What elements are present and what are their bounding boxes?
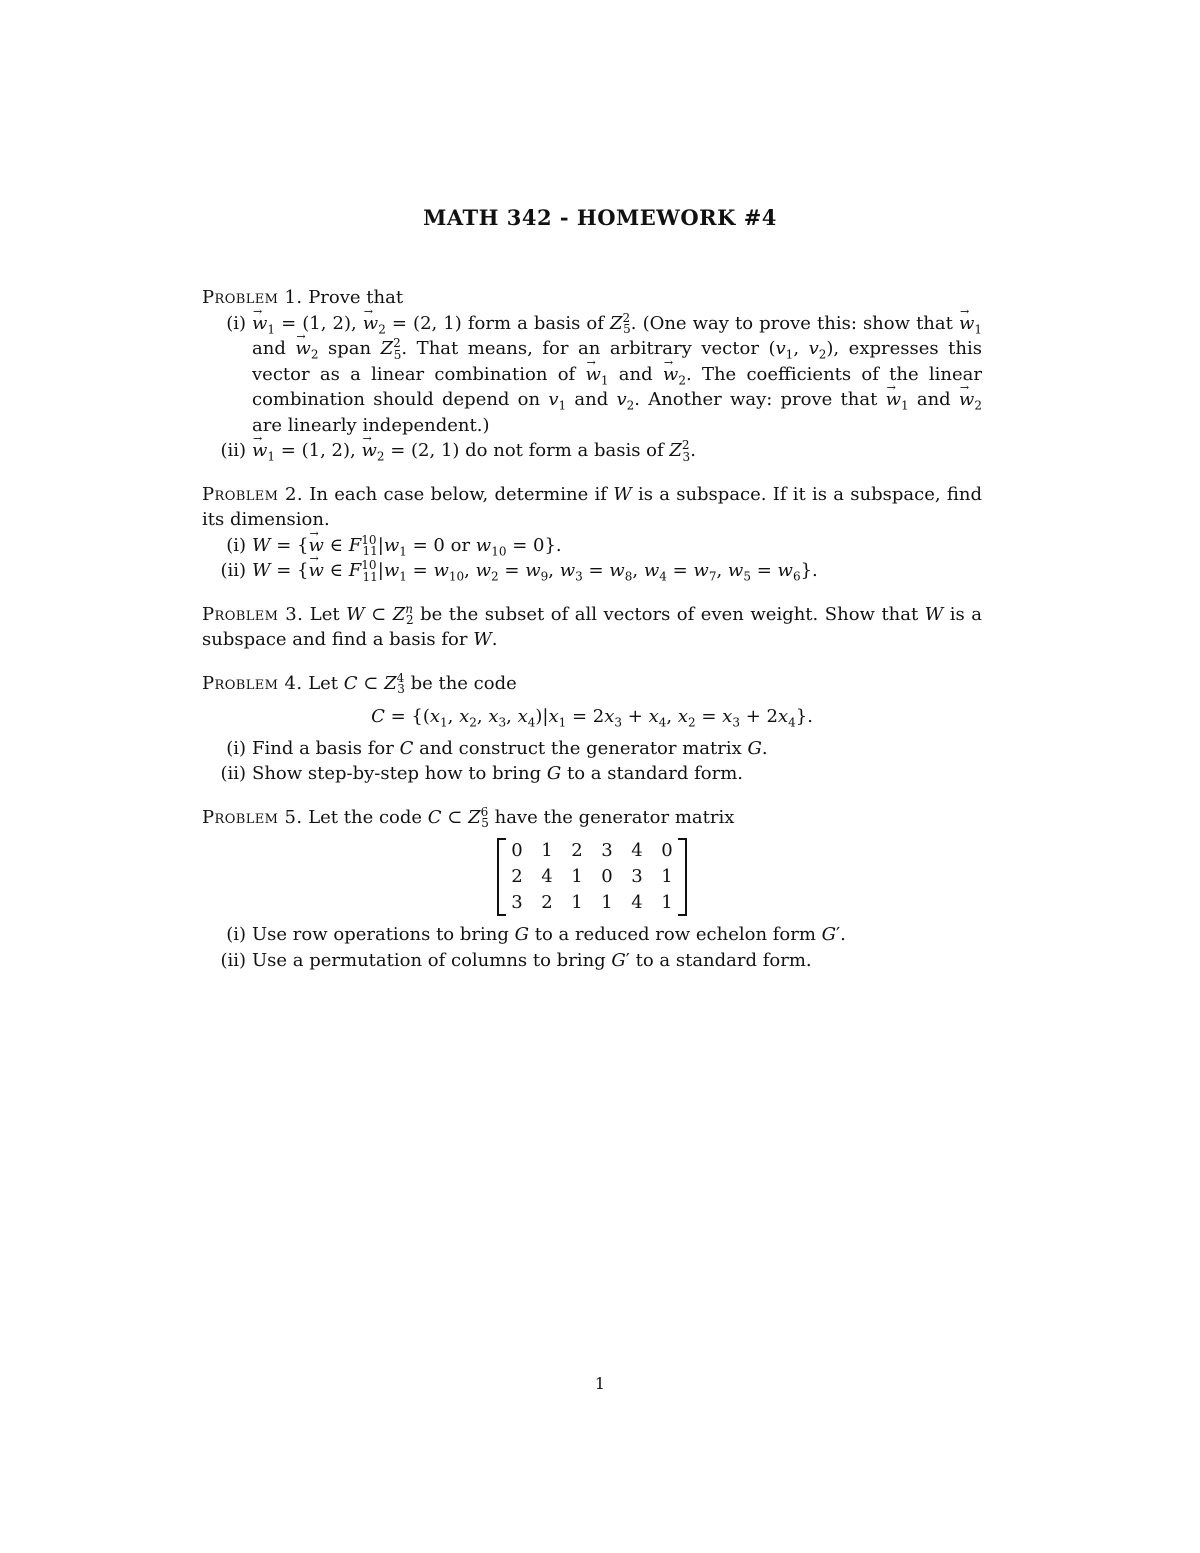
matrix-row bbox=[502, 838, 682, 864]
list-item bbox=[202, 558, 982, 584]
matrix-cell: 3 bbox=[601, 840, 613, 861]
item-number: (i) bbox=[226, 737, 246, 759]
problem-2 bbox=[202, 482, 982, 584]
generator-matrix bbox=[497, 838, 687, 916]
list-item bbox=[202, 761, 982, 787]
problem-label: Problem 5. bbox=[202, 806, 303, 828]
problem-list bbox=[202, 285, 982, 991]
code-definition: $C = \{(x_1$, $x_2$, $x_3$, $x_4)|x_1 = 2x_3 + x_4$, $x_2 = x_3 + 2x_4$}. bbox=[371, 706, 813, 730]
matrix-cell: 4 bbox=[631, 892, 643, 913]
list-item bbox=[202, 922, 982, 948]
item-text: → $w_1 = (1$, 2), → $w_2 = (2$, 1) form a basis of $Z^2_5$. (One way to prove this: show that → $w_1$ and → $w_2$ span $Z^2_5$. That means, for an arbitrary vector ($v_1$, $v_2$), expresses this vector as a linear combination of → $w_1$ and → $w_2$. The coefficients of the linear combination should depend on $v_1$ and $v_2$. Another way: prove that → $w_1$ and → $w_2$ are linearly independent.) bbox=[252, 311, 982, 439]
item-number: (i) bbox=[226, 924, 246, 945]
item-text: Show step-by-step how to bring G to a standard form. bbox=[252, 763, 743, 784]
problem-label: Problem 4. bbox=[202, 672, 303, 694]
item-text: W = {→ w ∈ $F^{10}_{11}|w_1 = w_{10}$, $w_2 = w_9$, $w_3 = w_8$, $w_4 = w_7$, $w_5 = w_6$}. bbox=[252, 558, 982, 584]
problem-3 bbox=[202, 602, 982, 653]
matrix-cell: 3 bbox=[631, 866, 643, 887]
problem-intro: Let W ⊂ $Z^n_2$ be the subset of all vectors of even weight. Show that W is a subspace and find a basis for W. bbox=[202, 601, 982, 650]
list-item bbox=[202, 533, 982, 559]
item-text: Find a basis for C and construct the generator matrix G. bbox=[252, 737, 768, 759]
matrix-cell: 1 bbox=[571, 866, 583, 887]
matrix-cell: 1 bbox=[541, 840, 553, 861]
list-item bbox=[202, 736, 982, 762]
problem-4 bbox=[202, 671, 982, 787]
matrix-row bbox=[502, 864, 682, 890]
matrix-cell: 4 bbox=[541, 866, 553, 887]
list-item bbox=[202, 311, 982, 439]
item-text: W = {→ w ∈ $F^{10}_{11}|w_1 = 0$ or $w_{10} = 0$}. bbox=[252, 533, 982, 559]
item-number: (ii) bbox=[220, 440, 246, 461]
matrix-row bbox=[502, 890, 682, 916]
item-number: (i) bbox=[226, 312, 246, 334]
problem-intro: In each case below, determine if W is a subspace. If it is a subspace, find its dimension. bbox=[202, 483, 982, 530]
problem-label: Problem 2. bbox=[202, 483, 303, 505]
item-number: (ii) bbox=[220, 763, 246, 784]
matrix-cell: 4 bbox=[631, 840, 643, 861]
problem-intro: Let C ⊂ $Z^4_3$ be the code bbox=[308, 670, 517, 697]
problem-intro: Let the code C ⊂ $Z^6_5$ have the generator matrix bbox=[308, 804, 735, 831]
page-title: MATH 342 - HOMEWORK #4 bbox=[423, 205, 777, 230]
matrix-cell: 0 bbox=[601, 866, 613, 887]
item-number: (ii) bbox=[220, 560, 246, 581]
item-text: Use row operations to bring G to a reduced row echelon form G′. bbox=[252, 924, 846, 945]
problem-5 bbox=[202, 805, 982, 974]
page-number: 1 bbox=[594, 1374, 606, 1393]
item-text: → $w_1 = (1$, 2), → $w_2 = (2$, 1) do not form a basis of $Z^2_3$. bbox=[252, 438, 982, 464]
problem-label: Problem 3. bbox=[202, 603, 304, 625]
matrix-cell: 1 bbox=[661, 866, 673, 887]
item-number: (i) bbox=[226, 534, 246, 556]
matrix-cell: 0 bbox=[661, 840, 673, 861]
problem-1 bbox=[202, 285, 982, 464]
matrix-cell: 1 bbox=[661, 892, 673, 913]
matrix-cell: 1 bbox=[601, 892, 613, 913]
problem-label: Problem 1. bbox=[202, 287, 303, 308]
matrix-cell: 2 bbox=[571, 840, 583, 861]
matrix-cell: 3 bbox=[511, 892, 523, 913]
item-number: (ii) bbox=[220, 949, 246, 971]
matrix-cell: 1 bbox=[571, 892, 583, 913]
item-text: Use a permutation of columns to bring G′ to a standard form. bbox=[252, 949, 812, 971]
list-item bbox=[202, 948, 982, 974]
matrix-cell: 2 bbox=[511, 866, 523, 887]
list-item bbox=[202, 438, 982, 464]
problem-intro: Prove that bbox=[308, 287, 404, 308]
matrix-cell: 0 bbox=[511, 840, 523, 861]
matrix-cell: 2 bbox=[541, 892, 553, 913]
